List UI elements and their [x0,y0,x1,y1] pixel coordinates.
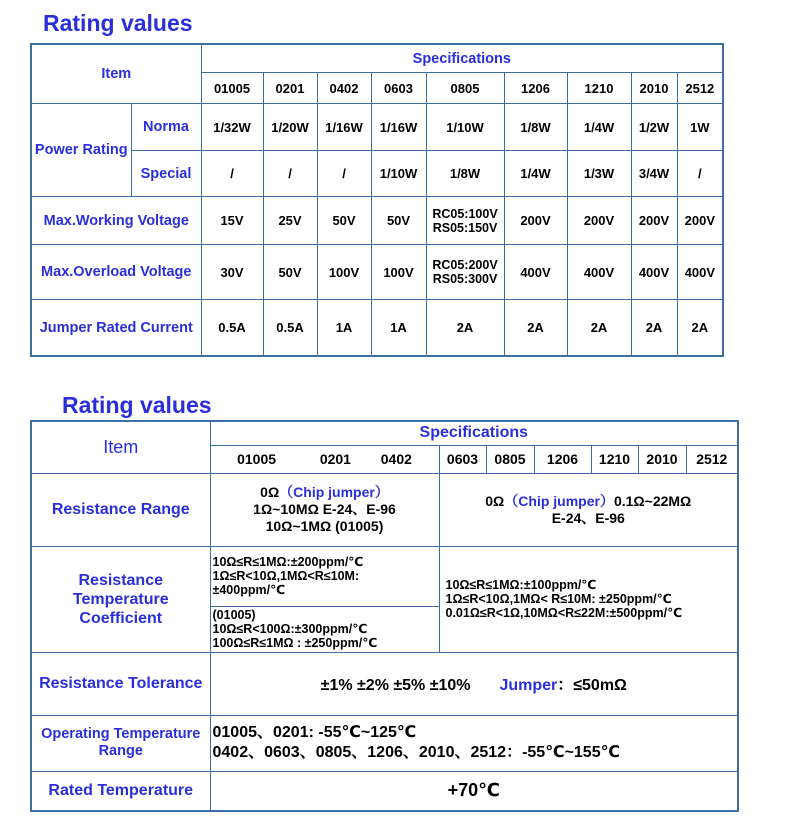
rating-table-2 [30,420,739,812]
special-value: 1/4W [504,151,567,197]
working-voltage-value: 200V [631,197,677,245]
item-header: Item [31,421,210,473]
code-cell: 01005 [201,73,263,104]
tcr-left-top-1: 10Ω≤R≤1MΩ:±200ppm/℃ [212,555,364,569]
code-cell: 1210 [591,445,638,473]
working-voltage-value: 200V [677,197,723,245]
overload-voltage-value: 400V [677,245,723,300]
code-label: 01005 [237,451,277,467]
jumper-value: ：≤50mΩ [557,677,627,694]
tolerance-values-cell [210,652,738,715]
overload-voltage-value: 30V [201,245,263,300]
jumper-current-label: Jumper Rated Current [31,300,201,357]
rr-left-zero: 0Ω [260,484,280,500]
rr-right-zero: 0Ω [485,492,505,509]
overload-voltage-value: 400V [504,245,567,300]
jumper-current-value: 0.5A [201,300,263,357]
code-cell: 1206 [534,445,591,473]
working-voltage-value: 50V [317,197,371,245]
overload-voltage-value: 50V [263,245,317,300]
code-cell: 2512 [686,445,738,473]
norma-value: 1/32W [201,104,263,151]
special-label: Special [131,151,201,197]
jumper-current-value: 0.5A [263,300,317,357]
special-value: / [263,151,317,197]
special-value: 1/8W [426,151,504,197]
resistance-range-right [439,473,738,546]
code-cell: 0805 [426,73,504,104]
resistance-range-label: Resistance Range [31,473,210,546]
tcr-left-bottom-2: 10Ω≤R<100Ω:±300ppm/℃ [212,622,368,636]
code-cell: 2010 [638,445,686,473]
special-value: 3/4W [631,151,677,197]
special-value: / [317,151,371,197]
tcr-left-bottom-3: 100Ω≤R≤1MΩ : ±250ppm/℃ [212,636,378,650]
rr-left-chip-jumper: （Chip jumper） [279,484,389,500]
tcr-label: Resistance Temperature Coefficient [31,546,210,652]
tolerance-label: Resistance Tolerance [31,652,210,715]
code-cell: 0603 [439,445,486,473]
norma-value: 1/4W [567,104,631,151]
jumper-current-value: 2A [567,300,631,357]
tcr-right-1: 10Ω≤R≤1MΩ:±100ppm/℃ [445,578,597,592]
norma-value: 1W [677,104,723,151]
table2-title: Rating values [62,392,212,418]
item-header: Item [31,44,201,104]
special-value: 1/10W [371,151,426,197]
code-label: 0201 [319,451,351,467]
working-voltage-value: 25V [263,197,317,245]
rating-table-1 [30,43,724,357]
rr-left-line3: 10Ω~1MΩ (01005) [265,518,384,534]
code-cell: 0603 [371,73,426,104]
resistance-range-left [210,473,439,546]
norma-value: 1/20W [263,104,317,151]
norma-value: 1/8W [504,104,567,151]
jumper-current-value: 1A [317,300,371,357]
jumper-current-value: 2A [677,300,723,357]
jumper-current-value: 2A [504,300,567,357]
overload-voltage-rc05: RC05:200V [432,258,498,272]
working-voltage-rs05: RS05:150V [432,220,498,235]
tolerance-values: ±1% ±2% ±5% ±10% [320,677,471,694]
code-cell: 1210 [567,73,631,104]
rr-left-line2: 1Ω~10MΩ E-24、E-96 [253,501,396,517]
operating-temperature-values [210,715,738,771]
code-cell: 0201 [263,73,317,104]
tcr-left-top-2: 1Ω≤R<10Ω,1MΩ<R≤10M: [212,569,360,583]
norma-value: 1/2W [631,104,677,151]
overload-voltage-value: 400V [567,245,631,300]
working-voltage-value: 50V [371,197,426,245]
tcr-right-2: 1Ω≤R<10Ω,1MΩ< R≤10M: ±250ppm/℃ [445,592,672,606]
tcr-right [439,546,738,652]
working-voltage-value: 200V [567,197,631,245]
working-voltage-rc05: RC05:100V [432,206,498,221]
norma-value: 1/16W [317,104,371,151]
code-cell: 1206 [504,73,567,104]
operating-temperature-label: Operating Temperature Range [31,715,210,771]
tcr-right-3: 0.01Ω≤R<1Ω,10MΩ<R≤22M:±500ppm/℃ [445,606,683,620]
code-cell: 2010 [631,73,677,104]
tcr-left-bottom [210,606,439,652]
tcr-left-bottom-1: (01005) [212,608,256,622]
norma-value: 1/10W [426,104,504,151]
specifications-header: Specifications [201,44,723,73]
rated-temperature-value: +70℃ [210,771,738,811]
specifications-header: Specifications [210,421,738,445]
overload-voltage-value-0805 [426,245,504,300]
rr-right-chip-jumper: （Chip jumper） [504,492,614,509]
op-temp-line1: 01005、0201: -55℃~125℃ [212,724,417,741]
norma-label: Norma [131,104,201,151]
special-value: / [677,151,723,197]
working-voltage-value: 15V [201,197,263,245]
overload-voltage-value: 100V [371,245,426,300]
code-cell: 0805 [486,445,534,473]
tcr-left-top-3: ±400ppm/℃ [212,583,286,597]
overload-voltage-rs05: RS05:300V [432,272,498,286]
overload-voltage-value: 400V [631,245,677,300]
codes-left-cell [210,445,439,473]
tcr-left-top [210,546,439,606]
code-cell: 0402 [317,73,371,104]
jumper-current-value: 1A [371,300,426,357]
code-cell: 2512 [677,73,723,104]
working-voltage-value: 200V [504,197,567,245]
jumper-label: Jumper [499,677,558,694]
overload-voltage-label: Max.Overload Voltage [31,245,201,300]
norma-value: 1/16W [371,104,426,151]
jumper-current-value: 2A [426,300,504,357]
rated-temperature-label: Rated Temperature [31,771,210,811]
working-voltage-value-0805 [426,197,504,245]
special-value: / [201,151,263,197]
overload-voltage-value: 100V [317,245,371,300]
code-label: 0402 [380,451,412,467]
rr-right-line2: E-24、E-96 [551,509,625,526]
rr-right-range: 0.1Ω~22MΩ [613,492,692,509]
table1-title: Rating values [43,10,193,36]
special-value: 1/3W [567,151,631,197]
power-rating-label: Power Rating [31,104,131,197]
working-voltage-label: Max.Working Voltage [31,197,201,245]
jumper-current-value: 2A [631,300,677,357]
op-temp-line2: 0402、0603、0805、1206、2010、2512：-55℃~155℃ [212,744,620,761]
